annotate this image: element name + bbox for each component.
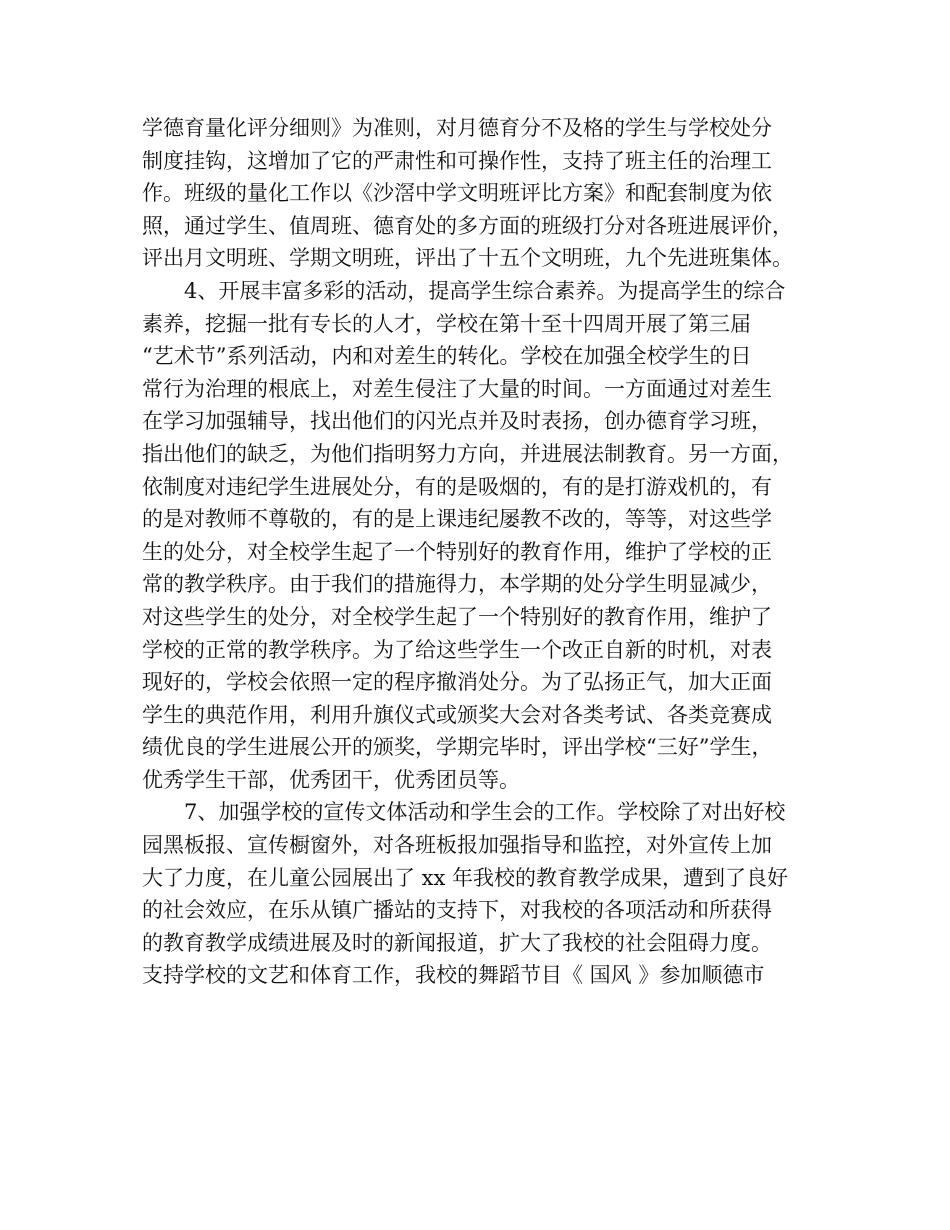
text-line: 学校的正常的教学秩序。为了给这些学生一个改正自新的时机，对表 <box>142 637 772 662</box>
text-line: 园黑板报、宣传橱窗外，对各班板报加强指导和监控，对外宣传上加 <box>142 833 772 858</box>
text-line: 素养，挖掘一批有专长的人才，学校在第十至十四周开展了第三届 <box>142 311 751 336</box>
text-line: 常行为治理的根底上，对差生侵注了大量的时间。一方面通过对差生 <box>142 376 772 401</box>
text-line: 优秀学生干部，优秀团干，优秀团员等。 <box>142 767 520 792</box>
text-line: 评出月文明班、学期文明班，评出了十五个文明班，九个先进班集体。 <box>142 246 793 271</box>
paragraph-start-line: 7、加强学校的宣传文体活动和学生会的工作。学校除了对出好校 <box>184 800 786 825</box>
text-line: 的社会效应，在乐从镇广播站的支持下，对我校的各项活动和所获得 <box>142 898 772 923</box>
text-line: 生的处分，对全校学生起了一个特别好的教育作用，维护了学校的正 <box>142 539 772 564</box>
text-line: 制度挂钩，这增加了它的严肃性和可操作性，支持了班主任的治理工 <box>142 148 772 173</box>
text-line: 依制度对违纪学生进展处分，有的是吸烟的，有的是打游戏机的，有 <box>142 474 772 499</box>
text-line: 学德育量化评分细则》为准则，对月德育分不及格的学生与学校处分 <box>142 116 772 140</box>
text-line: 的是对教师不尊敬的，有的是上课违纪屡教不改的，等等，对这些学 <box>142 507 772 532</box>
text-line: 的教育教学成绩进展及时的新闻报道，扩大了我校的社会阻碍力度。 <box>142 930 772 955</box>
text-line: 在学习加强辅导，找出他们的闪光点并及时表扬，创办德育学习班， <box>142 409 772 434</box>
text-line: “艺术节”系列活动，内和对差生的转化。学校在加强全校学生的日 <box>142 344 752 369</box>
paragraph-start-line: 4、开展丰富多彩的活动，提高学生综合素养。为提高学生的综合 <box>184 278 786 303</box>
text-line: 常的教学秩序。由于我们的措施得力，本学期的处分学生明显减少， <box>142 572 772 597</box>
text-line: 照，通过学生、值周班、德育处的多方面的班级打分对各班进展评价， <box>142 213 793 238</box>
text-line: 支持学校的文艺和体育工作，我校的舞蹈节目《 国风 》参加顺德市 <box>142 963 765 988</box>
document-body <box>142 112 822 992</box>
text-line: 对这些学生的处分，对全校学生起了一个特别好的教育作用，维护了 <box>142 604 772 629</box>
text-line: 指出他们的缺乏，为他们指明努力方向，并进展法制教育。另一方面， <box>142 441 793 466</box>
text-line: 学生的典范作用，利用升旗仪式或颁奖大会对各类考试、各类竞赛成 <box>142 702 772 727</box>
text-line: 现好的，学校会依照一定的程序撤消处分。为了弘扬正气，加大正面 <box>142 670 772 695</box>
text-line: 绩优良的学生进展公开的颁奖，学期完毕时，评出学校“三好”学生， <box>142 735 773 760</box>
text-line: 大了力度，在儿童公园展出了 xx 年我校的教育教学成果，遭到了良好 <box>142 865 789 890</box>
text-line: 作。班级的量化工作以《沙滘中学文明班评比方案》和配套制度为依 <box>142 181 772 206</box>
